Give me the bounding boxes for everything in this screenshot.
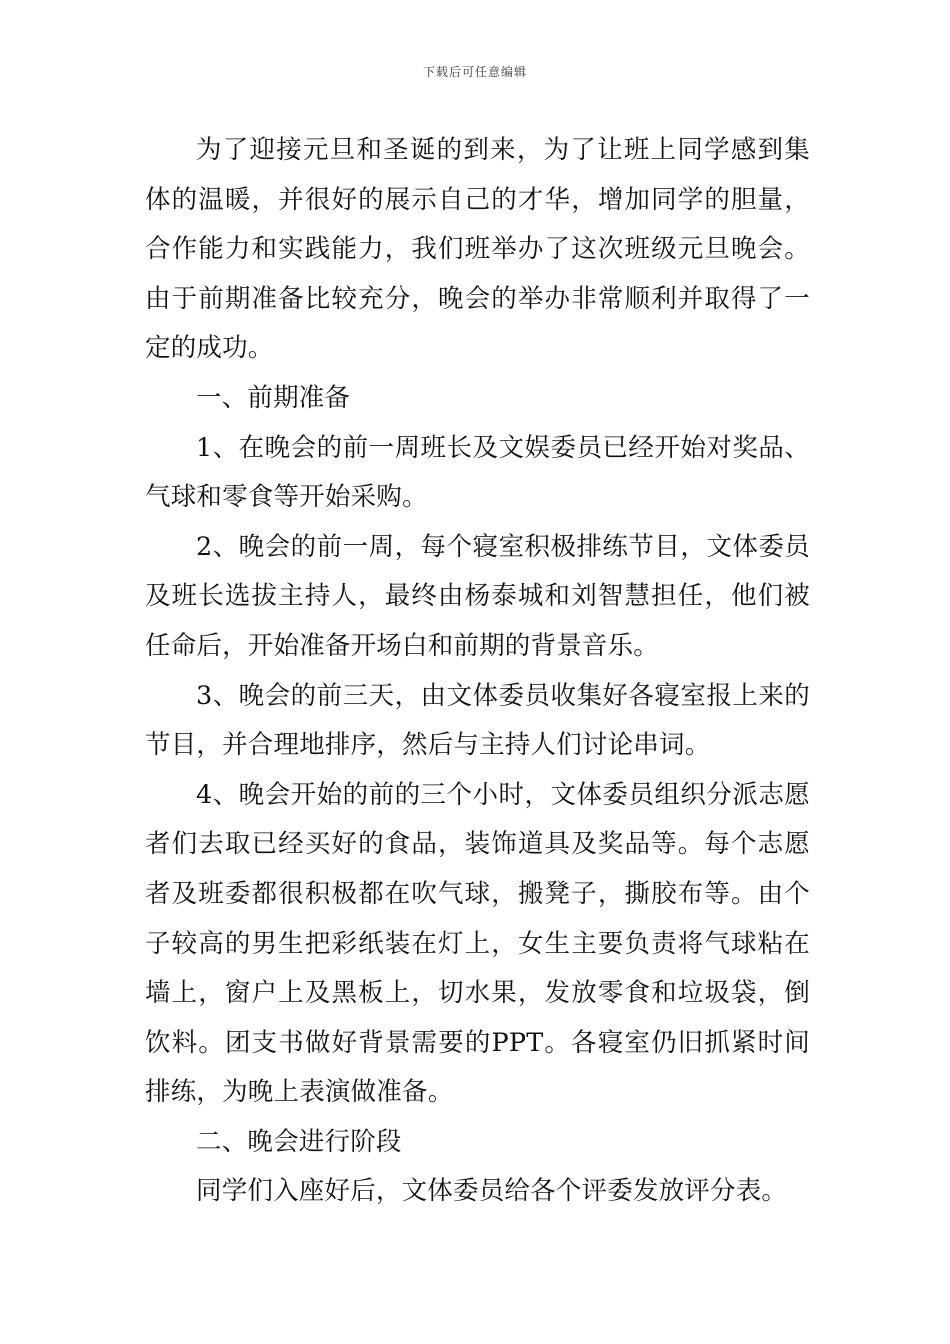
preparation-item-1: 1、在晚会的前一周班长及文娱委员已经开始对奖品、气球和零食等开始采购。 bbox=[145, 432, 810, 513]
section-heading-event: 二、晚会进行阶段 bbox=[196, 1126, 402, 1157]
event-paragraph-1: 同学们入座好后，文体委员给各个评委发放评分表。 bbox=[196, 1176, 788, 1207]
preparation-item-4: 4、晚会开始的前的三个小时，文体委员组织分派志愿者们去取已经买好的食品，装饰道具及奖品等。每个志愿者及班委都很积极都在吹气球，搬凳子，撕胶布等。由个子较高的男生把彩纸装在灯上，女生主要负责将气球粘在墙上，窗户上及黑板上，切水果，发放零食和垃圾袋，倒饮料。团支书做好背景需要的PPT。各寝室仍旧抓紧时间排练，为晚上表演做准备。 bbox=[145, 779, 810, 1108]
page-header-note: 下载后可任意编辑 bbox=[422, 65, 527, 79]
document-body bbox=[145, 126, 810, 1217]
intro-paragraph: 为了迎接元旦和圣诞的到来，为了让班上同学感到集体的温暖，并很好的展示自己的才华，增加同学的胆量，合作能力和实践能力，我们班举办了这次班级元旦晚会。由于前期准备比较充分，晚会的举办非常顺利并取得了一定的成功。 bbox=[145, 135, 810, 364]
section-heading-preparation: 一、前期准备 bbox=[196, 382, 351, 413]
preparation-item-2: 2、晚会的前一周，每个寝室积极排练节目，文体委员及班长选拔主持人，最终由杨泰城和刘智慧担任，他们被任命后，开始准备开场白和前期的背景音乐。 bbox=[145, 531, 810, 661]
preparation-item-3: 3、晚会的前三天，由文体委员收集好各寝室报上来的节目，并合理地排序，然后与主持人们讨论串词。 bbox=[145, 680, 810, 761]
